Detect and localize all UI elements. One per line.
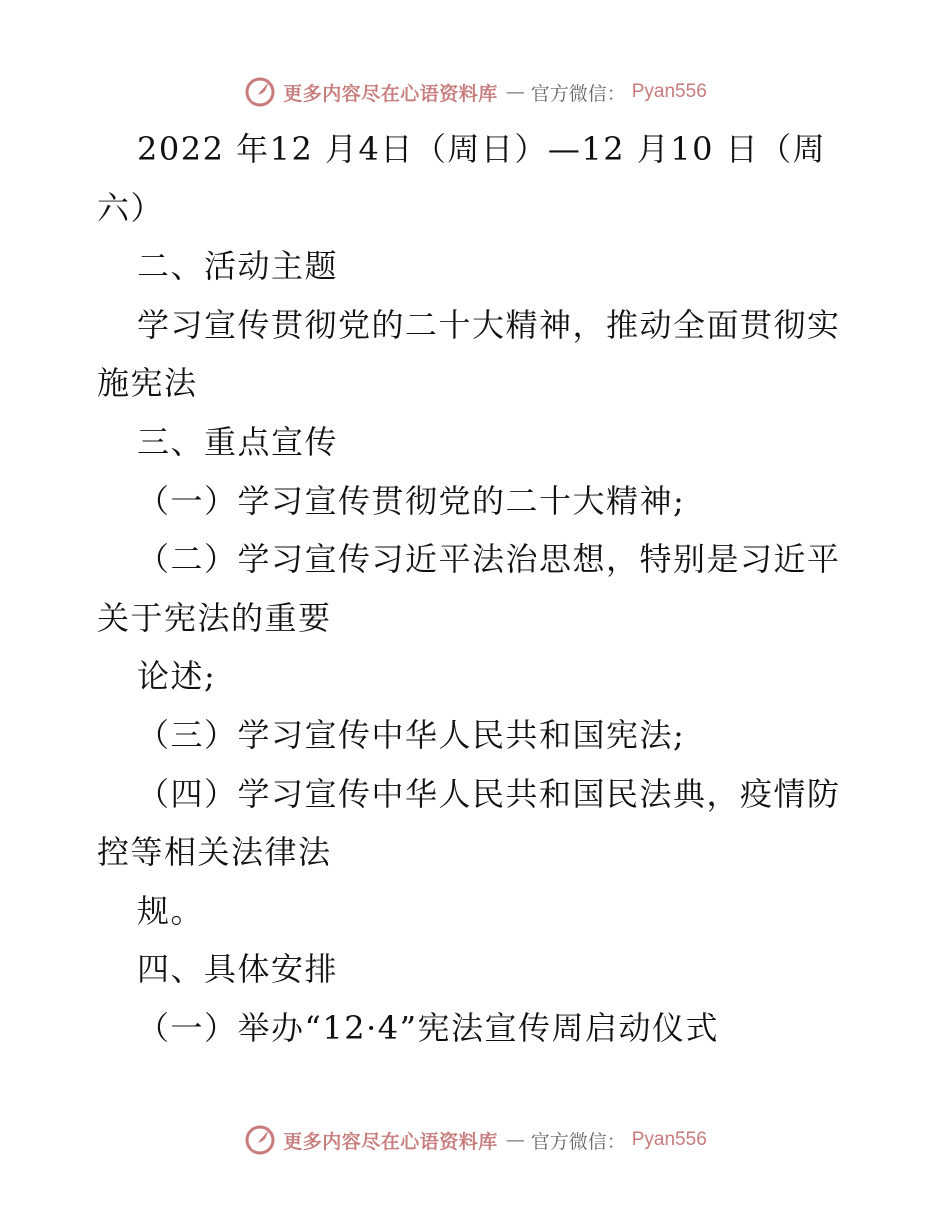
watermark-wechat-id: Pyan556 — [631, 1129, 707, 1150]
theme-text-line: 学习宣传贯彻党的二十大精神，推动全面贯彻实 — [137, 305, 841, 344]
arrangement-item-1: （一）举办“12·4”宪法宣传周启动仪式 — [137, 1008, 719, 1047]
section-heading-theme: 二、活动主题 — [137, 247, 339, 286]
focus-item-4-cont-2: 规。 — [137, 891, 205, 930]
watermark-official-label: 官方微信： — [530, 82, 626, 105]
watermark-site-text: 更多内容尽在心语资料库 — [283, 1130, 498, 1153]
focus-item-2-cont-2: 论述; — [137, 657, 217, 696]
focus-item-2: （二）学习宣传习近平法治思想，特别是习近平 — [137, 540, 841, 579]
document-body — [97, 120, 857, 1058]
quill-pen-logo-icon — [243, 1123, 277, 1157]
watermark-official-label: 官方微信： — [530, 1130, 626, 1153]
watermark-site-text: 更多内容尽在心语资料库 — [283, 82, 498, 105]
header-watermark — [0, 72, 950, 112]
date-range-line: 2022 年12 月4日（周日）—12 月10 日（周 — [137, 130, 827, 168]
date-range-line-cont: 六） — [97, 188, 165, 227]
watermark-dash: — — [505, 81, 523, 103]
focus-item-2-cont: 关于宪法的重要 — [97, 598, 332, 637]
quill-pen-logo-icon — [243, 75, 277, 109]
section-heading-focus: 三、重点宣传 — [137, 422, 339, 461]
focus-item-4-cont: 控等相关法律法 — [97, 833, 332, 872]
footer-watermark — [0, 1120, 950, 1160]
focus-item-1: （一）学习宣传贯彻党的二十大精神; — [137, 481, 686, 520]
section-heading-arrangement: 四、具体安排 — [137, 950, 339, 989]
focus-item-4: （四）学习宣传中华人民共和国民法典，疫情防 — [137, 774, 841, 813]
theme-text-line-cont: 施宪法 — [97, 364, 198, 403]
focus-item-3: （三）学习宣传中华人民共和国宪法; — [137, 715, 686, 754]
watermark-dash: — — [505, 1129, 523, 1151]
watermark-wechat-id: Pyan556 — [631, 81, 707, 102]
